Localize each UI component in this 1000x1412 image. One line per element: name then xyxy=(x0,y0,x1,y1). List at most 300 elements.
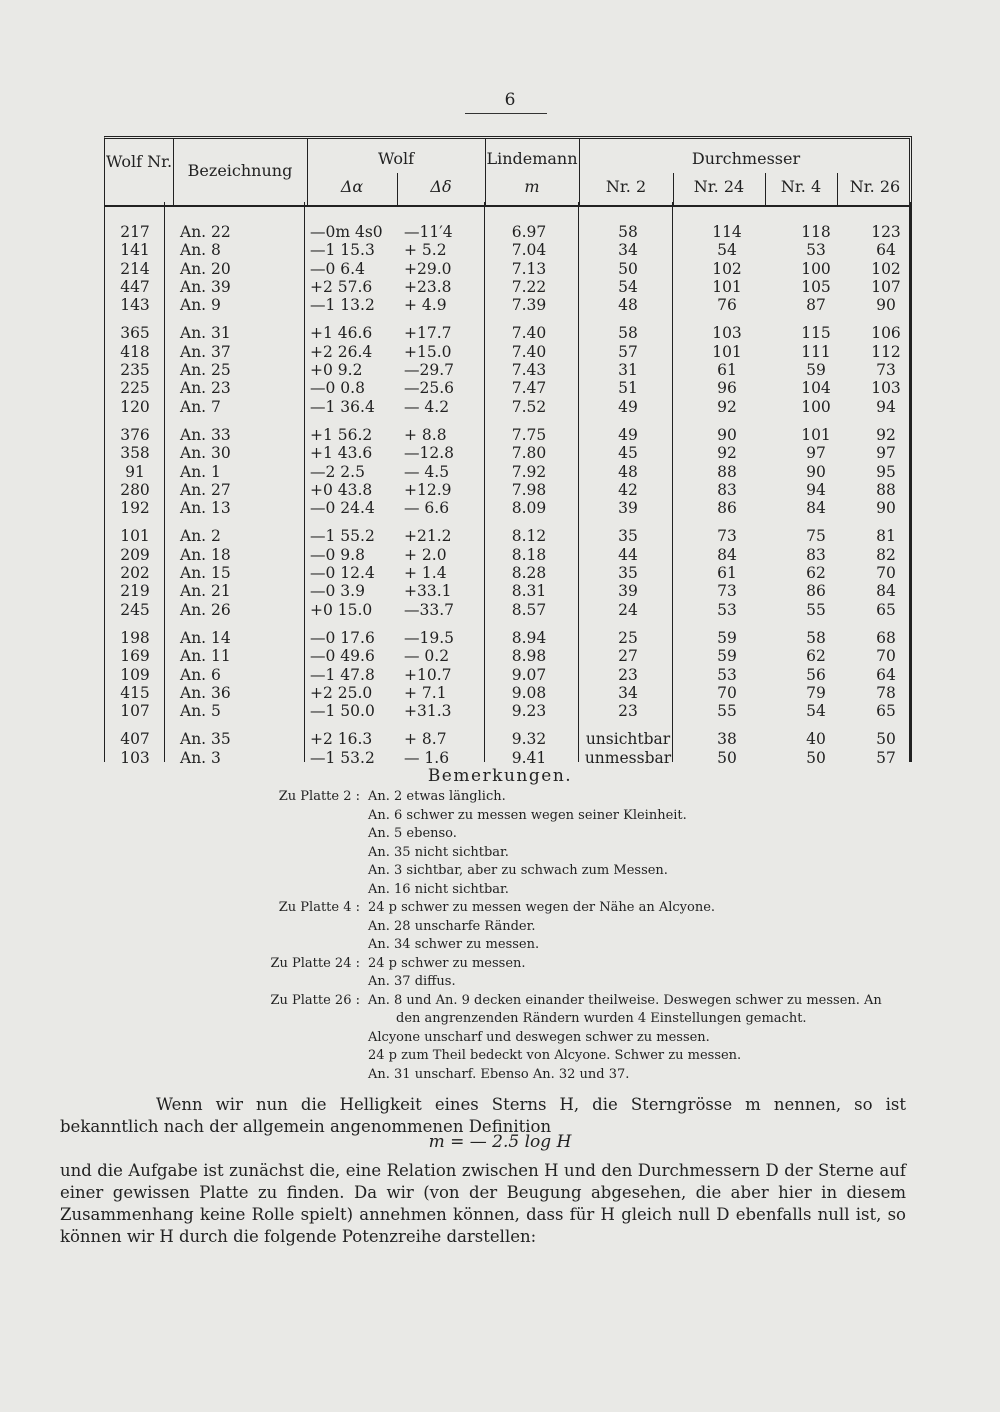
cell-wolf-nr: 358 xyxy=(120,444,150,463)
cell-diameter-nr2: 35 xyxy=(618,527,638,546)
cell-delta-delta: + 1.4 xyxy=(404,564,447,583)
cell-diameter-nr24: 103 xyxy=(712,324,742,343)
cell-diameter-nr26: 88 xyxy=(876,480,896,499)
cell-diameter-nr4: 50 xyxy=(806,748,826,767)
table-row xyxy=(104,499,912,517)
cell-wolf-nr: 225 xyxy=(120,379,150,398)
cell-delta-delta: +15.0 xyxy=(404,342,452,361)
cell-diameter-nr2: 51 xyxy=(618,379,638,398)
cell-wolf-nr: 376 xyxy=(120,425,150,444)
cell-bezeichnung: An. 5 xyxy=(180,702,221,721)
cell-magnitude: 9.41 xyxy=(511,748,547,767)
header-m: m xyxy=(524,177,540,196)
remark-text: An. 6 schwer zu messen wegen seiner Kleinheit. xyxy=(368,807,687,823)
row-group xyxy=(104,730,912,767)
cell-magnitude: 9.07 xyxy=(511,665,547,684)
cell-diameter-nr2: 34 xyxy=(618,683,638,702)
cell-diameter-nr2: 58 xyxy=(618,324,638,343)
remark-text: An. 2 etwas länglich. xyxy=(368,789,506,804)
cell-diameter-nr26: 103 xyxy=(871,379,901,398)
table-row xyxy=(104,582,912,600)
cell-delta-alpha: +0 43.8 xyxy=(310,480,373,499)
cell-diameter-nr4: 118 xyxy=(801,223,831,241)
formula: m = — 2.5 log H xyxy=(428,1132,572,1152)
cell-delta-delta: — 4.5 xyxy=(404,462,450,481)
cell-diameter-nr24: 59 xyxy=(717,647,737,666)
table-row xyxy=(104,647,912,665)
table-row xyxy=(104,684,912,702)
cell-diameter-nr26: 112 xyxy=(871,342,901,361)
cell-wolf-nr: 447 xyxy=(120,277,150,296)
remark-text: 24 p schwer zu messen. xyxy=(368,955,526,971)
row-group xyxy=(104,527,912,618)
cell-diameter-nr26: 64 xyxy=(876,665,896,684)
cell-diameter-nr2: 35 xyxy=(618,564,638,583)
cell-magnitude: 7.75 xyxy=(511,425,547,444)
cell-magnitude: 8.18 xyxy=(511,545,547,564)
cell-diameter-nr4: 83 xyxy=(806,545,826,564)
cell-bezeichnung: An. 20 xyxy=(180,259,231,278)
cell-bezeichnung: An. 25 xyxy=(180,361,231,380)
cell-diameter-nr2: 24 xyxy=(618,600,638,619)
table-row xyxy=(104,546,912,564)
cell-diameter-nr26: 50 xyxy=(876,730,896,749)
cell-diameter-nr4: 54 xyxy=(806,702,826,721)
header-delta-alpha: Δα xyxy=(340,177,364,196)
cell-diameter-nr4: 55 xyxy=(806,600,826,619)
table-row xyxy=(104,463,912,481)
cell-delta-delta: —11′4 xyxy=(404,223,453,241)
cell-diameter-nr26: 73 xyxy=(876,361,896,380)
header-nr2: Nr. 2 xyxy=(605,177,647,196)
cell-diameter-nr26: 70 xyxy=(876,564,896,583)
cell-wolf-nr: 103 xyxy=(120,748,150,767)
remark-text: An. 37 diffus. xyxy=(368,974,456,989)
cell-diameter-nr26: 64 xyxy=(876,241,896,260)
remark-text: An. 16 nicht sichtbar. xyxy=(368,881,509,897)
cell-diameter-nr24: 83 xyxy=(717,480,737,499)
cell-bezeichnung: An. 36 xyxy=(180,683,231,702)
cell-diameter-nr2: 31 xyxy=(618,361,638,380)
table-row xyxy=(104,749,912,767)
cell-magnitude: 7.98 xyxy=(511,480,547,499)
cell-delta-alpha: +1 43.6 xyxy=(310,444,373,463)
cell-delta-delta: +21.2 xyxy=(404,527,452,546)
cell-delta-alpha: —0 0.8 xyxy=(310,379,365,398)
cell-delta-alpha: —0 6.4 xyxy=(310,259,365,278)
cell-diameter-nr24: 92 xyxy=(717,444,737,463)
table-row xyxy=(104,361,912,379)
cell-magnitude: 8.57 xyxy=(511,600,547,619)
cell-wolf-nr: 415 xyxy=(120,683,150,702)
table-row xyxy=(104,343,912,361)
cell-diameter-nr26: 57 xyxy=(876,748,896,767)
cell-delta-alpha: —0 17.6 xyxy=(310,628,375,647)
remark-text: An. 3 sichtbar, aber zu schwach zum Messen. xyxy=(368,863,668,878)
cell-delta-alpha: —1 36.4 xyxy=(310,397,375,416)
cell-diameter-nr4: 84 xyxy=(806,499,826,518)
cell-bezeichnung: An. 31 xyxy=(180,324,231,343)
cell-wolf-nr: 101 xyxy=(120,527,150,546)
cell-diameter-nr24: 70 xyxy=(717,683,737,702)
paragraph-2: und die Aufgabe ist zunächst die, eine Relation zwischen H und den Durchmessern D der Sterne auf einer gewissen Platte zu finden. Da wir (von der Beugung abgesehen, die aber hier in diesem Zusammenhang keine Rolle spielt) annehmen können, dass für H gleich null D ebenfalls null ist, so können wir H durch die folgende Potenzreihe darstellen: xyxy=(60,1161,906,1246)
cell-diameter-nr24: 86 xyxy=(717,499,737,518)
cell-diameter-nr24: 90 xyxy=(717,425,737,444)
table-row xyxy=(104,398,912,416)
header-delta-delta: Δδ xyxy=(430,177,452,196)
cell-delta-alpha: —1 53.2 xyxy=(310,748,375,767)
cell-wolf-nr: 214 xyxy=(120,259,150,278)
table-row xyxy=(104,629,912,647)
cell-diameter-nr24: 102 xyxy=(712,259,742,278)
cell-diameter-nr4: 87 xyxy=(806,296,826,315)
remark-label: Zu Platte 4 : xyxy=(278,900,360,915)
cell-diameter-nr4: 111 xyxy=(801,342,831,361)
cell-bezeichnung: An. 27 xyxy=(180,480,231,499)
cell-diameter-nr4: 115 xyxy=(801,324,831,343)
cell-diameter-nr24: 53 xyxy=(717,665,737,684)
cell-delta-delta: —12.8 xyxy=(404,444,455,463)
row-group xyxy=(104,629,912,720)
cell-diameter-nr26: 106 xyxy=(871,324,901,343)
cell-diameter-nr4: 62 xyxy=(806,564,826,583)
cell-bezeichnung: An. 37 xyxy=(180,342,231,361)
cell-magnitude: 6.97 xyxy=(511,223,547,241)
remark-text: 24 p zum Theil bedeckt von Alcyone. Schwer zu messen. xyxy=(368,1048,742,1063)
cell-diameter-nr4: 94 xyxy=(806,480,826,499)
table-body xyxy=(104,223,912,767)
cell-bezeichnung: An. 7 xyxy=(180,397,221,416)
cell-magnitude: 9.23 xyxy=(511,702,547,721)
cell-diameter-nr24: 54 xyxy=(717,241,737,260)
cell-diameter-nr4: 101 xyxy=(801,425,831,444)
cell-bezeichnung: An. 22 xyxy=(180,223,231,241)
cell-delta-delta: — 6.6 xyxy=(404,499,450,518)
cell-wolf-nr: 109 xyxy=(120,665,150,684)
cell-delta-delta: +10.7 xyxy=(404,665,452,684)
cell-delta-alpha: +2 16.3 xyxy=(310,730,373,749)
cell-wolf-nr: 280 xyxy=(120,480,150,499)
cell-diameter-nr26: 65 xyxy=(876,702,896,721)
cell-diameter-nr26: 97 xyxy=(876,444,896,463)
cell-delta-alpha: —0 9.8 xyxy=(310,545,365,564)
cell-delta-delta: + 8.7 xyxy=(404,730,447,749)
cell-diameter-nr24: 92 xyxy=(717,397,737,416)
cell-delta-alpha: +0 15.0 xyxy=(310,600,373,619)
cell-magnitude: 8.31 xyxy=(511,582,547,601)
remark-label: Zu Platte 2 : xyxy=(278,789,360,804)
cell-magnitude: 9.08 xyxy=(511,683,547,702)
cell-bezeichnung: An. 1 xyxy=(180,462,221,481)
header-bezeichnung: Bezeichnung xyxy=(187,161,293,180)
cell-bezeichnung: An. 13 xyxy=(180,499,231,518)
cell-bezeichnung: An. 18 xyxy=(180,545,231,564)
table-header xyxy=(104,136,912,207)
cell-diameter-nr4: 53 xyxy=(806,241,826,260)
table-row xyxy=(104,444,912,462)
cell-delta-delta: — 0.2 xyxy=(404,647,450,666)
cell-diameter-nr4: 56 xyxy=(806,665,826,684)
table-row xyxy=(104,666,912,684)
cell-bezeichnung: An. 14 xyxy=(180,628,231,647)
cell-wolf-nr: 141 xyxy=(120,241,150,260)
header-durchmesser: Durchmesser xyxy=(691,149,801,168)
cell-wolf-nr: 143 xyxy=(120,296,150,315)
cell-diameter-nr24: 61 xyxy=(717,361,737,380)
cell-diameter-nr26: 90 xyxy=(876,499,896,518)
table-row xyxy=(104,324,912,342)
table-row xyxy=(104,278,912,296)
remark-text: An. 34 schwer zu messen. xyxy=(368,937,540,952)
cell-delta-alpha: +2 26.4 xyxy=(310,342,373,361)
cell-diameter-nr2: 44 xyxy=(618,545,638,564)
cell-diameter-nr2: 50 xyxy=(618,259,638,278)
cell-diameter-nr26: 123 xyxy=(871,223,901,241)
cell-delta-alpha: —1 55.2 xyxy=(310,527,375,546)
table-row xyxy=(104,527,912,545)
cell-bezeichnung: An. 11 xyxy=(180,647,231,666)
cell-magnitude: 7.80 xyxy=(511,444,547,463)
cell-wolf-nr: 235 xyxy=(120,361,150,380)
remark-text: An. 31 unscharf. Ebenso An. 32 und 37. xyxy=(368,1066,630,1082)
cell-delta-delta: —29.7 xyxy=(404,361,455,380)
cell-diameter-nr4: 59 xyxy=(806,361,826,380)
row-group xyxy=(104,223,912,314)
cell-bezeichnung: An. 33 xyxy=(180,425,231,444)
cell-delta-delta: + 2.0 xyxy=(404,545,447,564)
cell-magnitude: 7.39 xyxy=(511,296,547,315)
cell-bezeichnung: An. 26 xyxy=(180,600,231,619)
cell-delta-delta: +29.0 xyxy=(404,259,452,278)
remark-text: 24 p schwer zu messen wegen der Nähe an Alcyone. xyxy=(368,900,716,915)
table-row xyxy=(104,426,912,444)
cell-wolf-nr: 192 xyxy=(120,499,150,518)
cell-wolf-nr: 169 xyxy=(120,647,150,666)
cell-bezeichnung: An. 6 xyxy=(180,665,221,684)
cell-delta-delta: +33.1 xyxy=(404,582,452,601)
cell-delta-delta: —33.7 xyxy=(404,600,455,619)
cell-wolf-nr: 365 xyxy=(120,324,150,343)
cell-diameter-nr26: 65 xyxy=(876,600,896,619)
cell-magnitude: 8.09 xyxy=(511,499,547,518)
cell-delta-delta: + 7.1 xyxy=(404,683,447,702)
cell-magnitude: 7.13 xyxy=(511,259,547,278)
cell-diameter-nr2: 39 xyxy=(618,499,638,518)
cell-delta-delta: — 4.2 xyxy=(404,397,450,416)
cell-diameter-nr4: 62 xyxy=(806,647,826,666)
cell-delta-alpha: —0 3.9 xyxy=(310,582,365,601)
cell-wolf-nr: 418 xyxy=(120,342,150,361)
cell-diameter-nr2: 45 xyxy=(618,444,638,463)
cell-delta-alpha: —0m 4s0 xyxy=(310,223,383,241)
cell-delta-alpha: —2 2.5 xyxy=(310,462,365,481)
cell-diameter-nr4: 86 xyxy=(806,582,826,601)
cell-diameter-nr4: 40 xyxy=(806,730,826,749)
table-row xyxy=(104,296,912,314)
cell-delta-alpha: —0 12.4 xyxy=(310,564,375,583)
cell-wolf-nr: 245 xyxy=(120,600,150,619)
cell-diameter-nr24: 38 xyxy=(717,730,737,749)
cell-magnitude: 9.32 xyxy=(511,730,547,749)
cell-delta-alpha: —1 15.3 xyxy=(310,241,375,260)
cell-diameter-nr2: 42 xyxy=(618,480,638,499)
remark-text: Alcyone unscharf und deswegen schwer zu messen. xyxy=(368,1029,710,1045)
remark-text: An. 5 ebenso. xyxy=(368,826,457,841)
cell-wolf-nr: 219 xyxy=(120,582,150,601)
cell-magnitude: 8.12 xyxy=(511,527,547,546)
cell-wolf-nr: 217 xyxy=(120,223,150,241)
cell-delta-delta: +23.8 xyxy=(404,277,452,296)
header-lindemann: Lindemann xyxy=(486,149,578,168)
cell-delta-delta: + 5.2 xyxy=(404,241,447,260)
cell-bezeichnung: An. 30 xyxy=(180,444,231,463)
cell-diameter-nr2: unsichtbar xyxy=(585,730,671,749)
page-number-rule xyxy=(465,113,547,114)
cell-delta-alpha: —1 50.0 xyxy=(310,702,375,721)
cell-diameter-nr24: 96 xyxy=(717,379,737,398)
cell-delta-delta: +12.9 xyxy=(404,480,452,499)
cell-magnitude: 7.22 xyxy=(511,277,547,296)
cell-diameter-nr24: 73 xyxy=(717,582,737,601)
paragraph-1: Wenn wir nun die Helligkeit eines Sterns H, die Sterngrösse m nennen, so ist bekanntlich nach der allgemein angenommenen Definition xyxy=(60,1095,906,1136)
cell-diameter-nr2: 34 xyxy=(618,241,638,260)
cell-diameter-nr26: 107 xyxy=(871,277,901,296)
cell-magnitude: 7.52 xyxy=(511,397,547,416)
cell-diameter-nr26: 82 xyxy=(876,545,896,564)
table-row xyxy=(104,564,912,582)
cell-delta-alpha: +0 9.2 xyxy=(310,361,363,380)
cell-bezeichnung: An. 39 xyxy=(180,277,231,296)
cell-magnitude: 7.43 xyxy=(511,361,547,380)
cell-delta-alpha: —1 47.8 xyxy=(310,665,375,684)
cell-diameter-nr4: 104 xyxy=(801,379,831,398)
cell-delta-delta: — 1.6 xyxy=(404,748,450,767)
cell-diameter-nr4: 58 xyxy=(806,628,826,647)
cell-diameter-nr24: 76 xyxy=(717,296,737,315)
table-row xyxy=(104,241,912,259)
cell-magnitude: 7.04 xyxy=(511,241,547,260)
cell-diameter-nr26: 94 xyxy=(876,397,896,416)
cell-wolf-nr: 120 xyxy=(120,397,150,416)
cell-diameter-nr24: 50 xyxy=(717,748,737,767)
cell-magnitude: 7.92 xyxy=(511,462,547,481)
cell-delta-delta: +17.7 xyxy=(404,324,452,343)
cell-diameter-nr26: 95 xyxy=(876,462,896,481)
cell-diameter-nr24: 101 xyxy=(712,342,742,361)
cell-diameter-nr2: 57 xyxy=(618,342,638,361)
cell-diameter-nr24: 101 xyxy=(712,277,742,296)
cell-diameter-nr4: 105 xyxy=(801,277,831,296)
table-row xyxy=(104,379,912,397)
cell-diameter-nr24: 84 xyxy=(717,545,737,564)
cell-delta-alpha: +2 57.6 xyxy=(310,277,373,296)
cell-diameter-nr24: 53 xyxy=(717,600,737,619)
cell-diameter-nr26: 68 xyxy=(876,628,896,647)
cell-bezeichnung: An. 8 xyxy=(180,241,221,260)
table-row xyxy=(104,481,912,499)
cell-delta-alpha: —0 24.4 xyxy=(310,499,375,518)
cell-diameter-nr4: 90 xyxy=(806,462,826,481)
cell-diameter-nr26: 92 xyxy=(876,425,896,444)
cell-diameter-nr26: 70 xyxy=(876,647,896,666)
cell-diameter-nr24: 88 xyxy=(717,462,737,481)
cell-bezeichnung: An. 35 xyxy=(180,730,231,749)
cell-wolf-nr: 202 xyxy=(120,564,150,583)
cell-diameter-nr2: unmessbar xyxy=(584,748,672,767)
cell-diameter-nr26: 78 xyxy=(876,683,896,702)
cell-magnitude: 7.40 xyxy=(511,324,547,343)
cell-diameter-nr26: 90 xyxy=(876,296,896,315)
cell-diameter-nr2: 54 xyxy=(618,277,638,296)
cell-diameter-nr4: 100 xyxy=(801,397,831,416)
row-group xyxy=(104,426,912,517)
cell-diameter-nr24: 59 xyxy=(717,628,737,647)
cell-delta-delta: +31.3 xyxy=(404,702,452,721)
table-row xyxy=(104,223,912,241)
cell-diameter-nr2: 39 xyxy=(618,582,638,601)
row-group xyxy=(104,324,912,415)
cell-diameter-nr4: 75 xyxy=(806,527,826,546)
header-wolf-nr: Wolf Nr. xyxy=(105,152,173,171)
remark-label: Zu Platte 26 : xyxy=(270,992,360,1008)
cell-wolf-nr: 107 xyxy=(120,702,150,721)
header-wolf: Wolf xyxy=(377,149,415,168)
cell-diameter-nr26: 81 xyxy=(876,527,896,546)
cell-delta-delta: —19.5 xyxy=(404,628,455,647)
cell-delta-alpha: —0 49.6 xyxy=(310,647,375,666)
cell-delta-delta: + 4.9 xyxy=(404,296,447,315)
cell-diameter-nr26: 102 xyxy=(871,259,901,278)
cell-magnitude: 8.28 xyxy=(511,564,547,583)
cell-diameter-nr2: 23 xyxy=(618,702,638,721)
cell-delta-alpha: +2 25.0 xyxy=(310,683,373,702)
header-nr24: Nr. 24 xyxy=(693,177,745,196)
cell-diameter-nr2: 49 xyxy=(618,425,638,444)
cell-diameter-nr4: 79 xyxy=(806,683,826,702)
cell-diameter-nr2: 48 xyxy=(618,296,638,315)
cell-diameter-nr4: 97 xyxy=(806,444,826,463)
table-row xyxy=(104,260,912,278)
remark-label: Zu Platte 24 : xyxy=(270,955,360,971)
cell-diameter-nr2: 48 xyxy=(618,462,638,481)
remark-text: An. 8 und An. 9 decken einander theilweise. Deswegen schwer zu messen. An xyxy=(368,992,882,1008)
cell-diameter-nr2: 27 xyxy=(618,647,638,666)
cell-diameter-nr24: 114 xyxy=(712,223,742,241)
cell-magnitude: 7.40 xyxy=(511,342,547,361)
cell-diameter-nr2: 25 xyxy=(618,628,638,647)
cell-diameter-nr4: 100 xyxy=(801,259,831,278)
cell-bezeichnung: An. 15 xyxy=(180,564,231,583)
cell-diameter-nr2: 49 xyxy=(618,397,638,416)
page-number: 6 xyxy=(504,90,516,110)
cell-delta-delta: —25.6 xyxy=(404,379,455,398)
cell-magnitude: 8.98 xyxy=(511,647,547,666)
cell-diameter-nr24: 61 xyxy=(717,564,737,583)
cell-bezeichnung: An. 9 xyxy=(180,296,221,315)
cell-diameter-nr26: 84 xyxy=(876,582,896,601)
cell-magnitude: 7.47 xyxy=(511,379,547,398)
cell-wolf-nr: 91 xyxy=(125,462,145,481)
cell-delta-alpha: +1 46.6 xyxy=(310,324,373,343)
header-nr26: Nr. 26 xyxy=(849,177,901,196)
table-row xyxy=(104,702,912,720)
cell-delta-alpha: +1 56.2 xyxy=(310,425,373,444)
remark-text: An. 35 nicht sichtbar. xyxy=(368,844,509,860)
cell-magnitude: 8.94 xyxy=(511,628,547,647)
cell-diameter-nr24: 73 xyxy=(717,527,737,546)
cell-bezeichnung: An. 3 xyxy=(180,748,221,767)
cell-delta-alpha: —1 13.2 xyxy=(310,296,375,315)
